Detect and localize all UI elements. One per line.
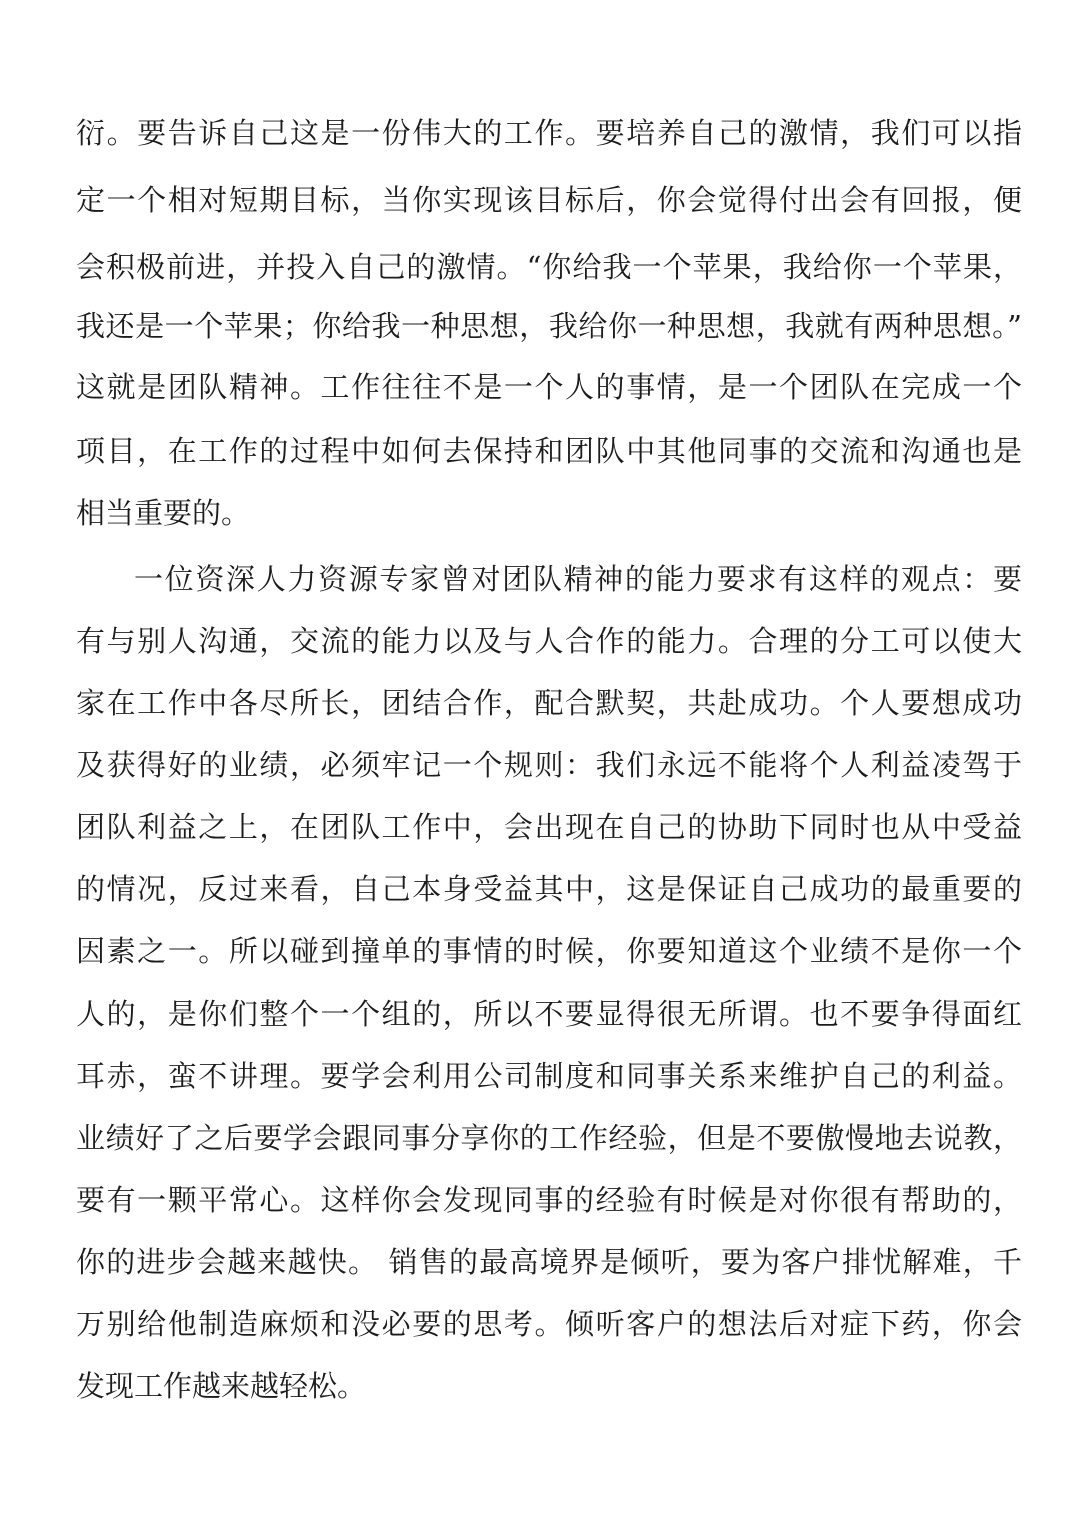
paragraph-2-line-4: 及获得好的业绩，必须牢记一个规则：我们永远不能将个人利益凌驾于 [76, 748, 1022, 782]
paragraph-2-line-6: 的情况，反过来看，自己本身受益其中，这是保证自己成功的最重要的 [76, 872, 1022, 906]
paragraph-2-line-11: 要有一颗平常心。这样你会发现同事的经验有时候是对你很有帮助的， [76, 1183, 1022, 1217]
paragraph-2-line-14: 发现工作越来越轻松。 [76, 1369, 367, 1403]
paragraph-2-line-8: 人的，是你们整个一个组的，所以不要显得很无所谓。也不要争得面红 [76, 997, 1022, 1031]
paragraph-2-line-1: 一位资深人力资源专家曾对团队精神的能力要求有这样的观点：要 [134, 562, 1022, 596]
paragraph-2-line-13: 万别给他制造麻烦和没必要的思考。倾听客户的想法后对症下药，你会 [76, 1307, 1022, 1341]
paragraph-1-line-5: 这就是团队精神。工作往往不是一个人的事情，是一个团队在完成一个 [76, 370, 1022, 404]
paragraph-2-line-10: 业绩好了之后要学会跟同事分享你的工作经验，但是不要傲慢地去说教， [76, 1121, 1022, 1155]
paragraph-2-line-7: 因素之一。所以碰到撞单的事情的时候，你要知道这个业绩不是你一个 [76, 934, 1022, 968]
paragraph-1-line-3: 会积极前进，并投入自己的激情。“你给我一个苹果，我给你一个苹果， [76, 250, 1022, 284]
paragraph-2-line-5: 团队利益之上，在团队工作中，会出现在自己的协助下同时也从中受益 [76, 810, 1022, 844]
paragraph-1-line-4: 我还是一个苹果；你给我一种思想，我给你一种思想，我就有两种思想。” [76, 309, 1022, 343]
paragraph-1-line-1: 衍。要告诉自己这是一份伟大的工作。要培养自己的激情，我们可以指 [76, 116, 1022, 150]
paragraph-1-line-2: 定一个相对短期目标，当你实现该目标后，你会觉得付出会有回报，便 [76, 183, 1022, 217]
paragraph-1-line-6: 项目，在工作的过程中如何去保持和团队中其他同事的交流和沟通也是 [76, 434, 1022, 468]
paragraph-2-line-9: 耳赤，蛮不讲理。要学会利用公司制度和同事关系来维护自己的利益。 [76, 1059, 1022, 1093]
paragraph-1-line-7: 相当重要的。 [76, 496, 251, 530]
paragraph-2-line-2: 有与别人沟通，交流的能力以及与人合作的能力。合理的分工可以使大 [76, 624, 1022, 658]
paragraph-2-line-3: 家在工作中各尽所长，团结合作，配合默契，共赴成功。个人要想成功 [76, 686, 1022, 720]
paragraph-2-line-12: 你的进步会越来越快。 销售的最高境界是倾听，要为客户排忧解难，千 [76, 1245, 1022, 1279]
